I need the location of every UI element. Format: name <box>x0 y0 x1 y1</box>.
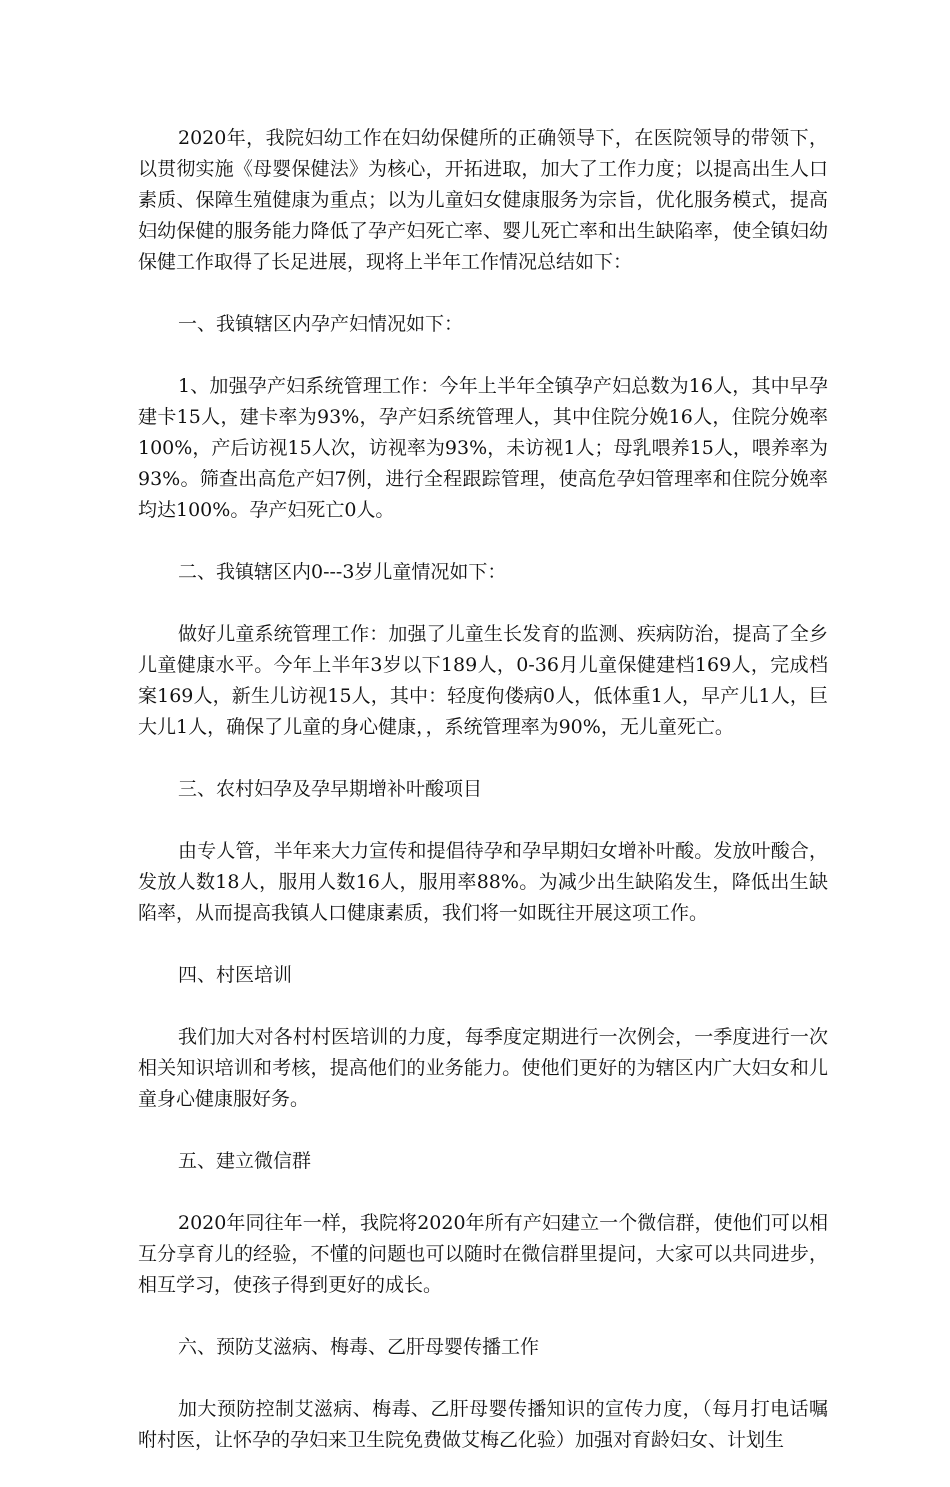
section-heading-6: 六、预防艾滋病、梅毒、乙肝母婴传播工作 <box>178 1336 540 1358</box>
section-5-paragraph: 2020年同往年一样，我院将2020年所有产妇建立一个微信群，使他们可以相互分享育儿的经验，不懂的问题也可以随时在微信群里提问，大家可以共同进步，相互学习，使孩子得到更好的成长。 <box>138 1212 828 1296</box>
section-2-paragraph: 做好儿童系统管理工作：加强了儿童生长发育的监测、疾病防治，提高了全乡儿童健康水平。今年上半年3岁以下189人，0-36月儿童保健建档169人，完成档案169人，新生儿访视15人，其中：轻度佝偻病0人，低体重1人，早产儿1人，巨大儿1人，确保了儿童的身心健康，，系统管理率为90%，无儿童死亡。 <box>138 623 828 738</box>
intro-paragraph: 2020年，我院妇幼工作在妇幼保健所的正确领导下，在医院领导的带领下，以贯彻实施《母婴保健法》为核心，开拓进取，加大了工作力度；以提高出生人口素质、保障生殖健康为重点；以为儿童妇女健康服务为宗旨，优化服务模式，提高妇幼保健的服务能力降低了孕产妇死亡率、婴儿死亡率和出生缺陷率，使全镇妇幼保健工作取得了长足进展，现将上半年工作情况总结如下： <box>138 127 828 273</box>
section-1-paragraph: 1、加强孕产妇系统管理工作：今年上半年全镇孕产妇总数为16人，其中早孕建卡15人，建卡率为93%，孕产妇系统管理人，其中住院分娩16人，住院分娩率100%，产后访视15人次，访视率为93%，未访视1人；母乳喂养15人，喂养率为93%。筛查出高危产妇7例，进行全程跟踪管理，使高危孕妇管理率和住院分娩率均达100%。孕产妇死亡0人。 <box>138 375 828 521</box>
section-heading-4: 四、村医培训 <box>178 964 293 986</box>
section-heading-1: 一、我镇辖区内孕产妇情况如下： <box>178 313 464 335</box>
section-3-paragraph: 由专人管，半年来大力宣传和提倡待孕和孕早期妇女增补叶酸。发放叶酸合，发放人数18人，服用人数16人，服用率88%。为减少出生缺陷发生，降低出生缺陷率，从而提高我镇人口健康素质，我们将一如既往开展这项工作。 <box>138 840 828 924</box>
section-4-paragraph: 我们加大对各村村医培训的力度，每季度定期进行一次例会，一季度进行一次相关知识培训和考核，提高他们的业务能力。使他们更好的为辖区内广大妇女和儿童身心健康服好务。 <box>138 1026 828 1110</box>
section-6-paragraph: 加大预防控制艾滋病、梅毒、乙肝母婴传播知识的宣传力度，（每月打电话嘱咐村医，让怀孕的孕妇来卫生院免费做艾梅乙化验）加强对育龄妇女、计划生 <box>138 1398 828 1451</box>
document-body <box>138 123 828 1487</box>
section-heading-5: 五、建立微信群 <box>178 1150 312 1172</box>
section-heading-2: 二、我镇辖区内0---3岁儿童情况如下： <box>178 561 507 583</box>
section-heading-3: 三、农村妇孕及孕早期增补叶酸项目 <box>178 778 483 800</box>
